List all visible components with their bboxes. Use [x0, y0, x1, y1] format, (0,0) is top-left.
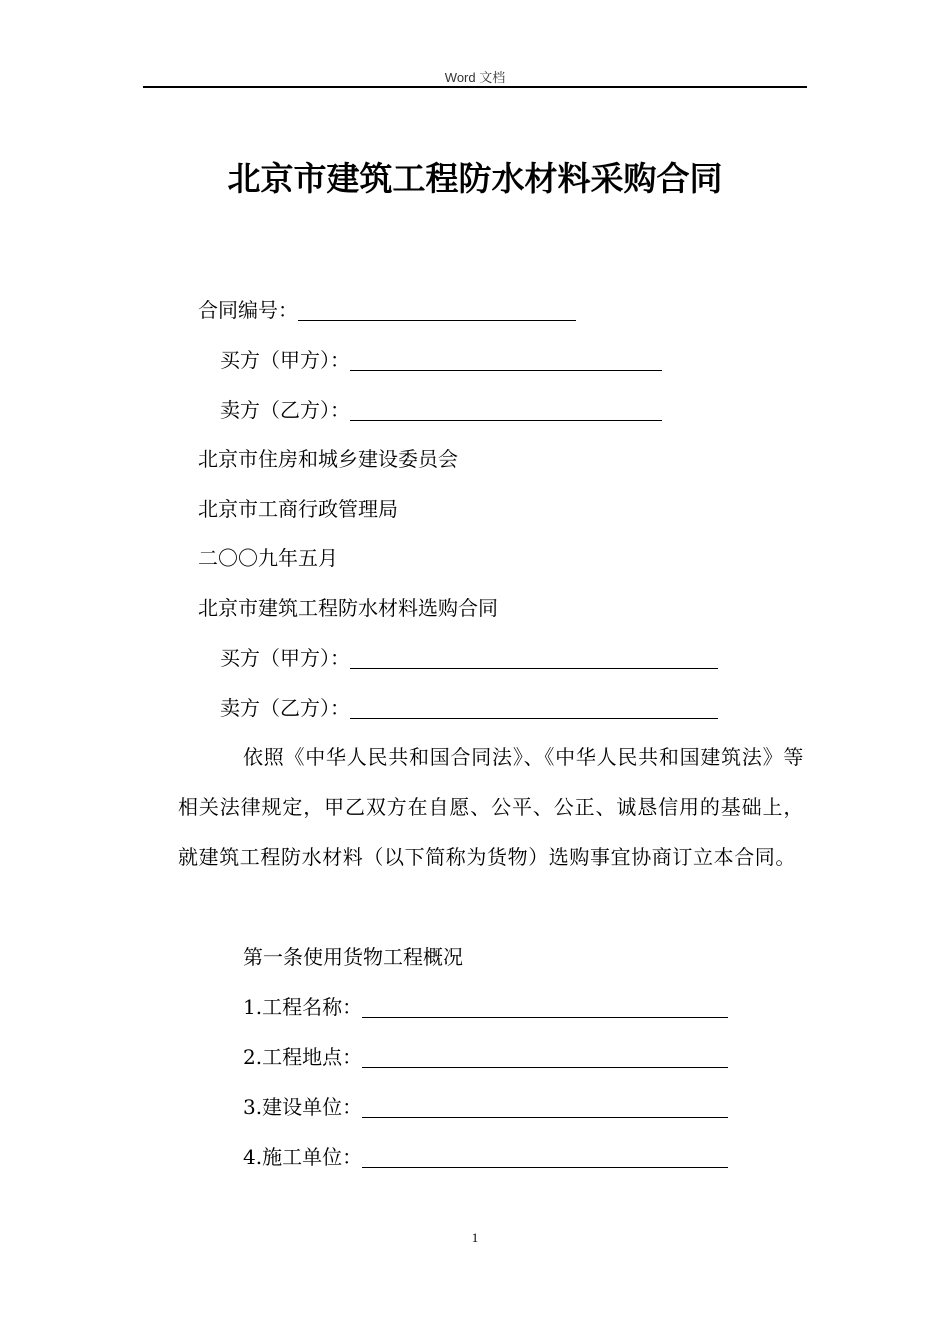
intro-paragraph: 依照《中华人民共和国合同法》、《中华人民共和国建筑法》等相关法律规定，甲乙双方在自愿、公平、公正、诚恳信用的基础上，就建筑工程防水材料（以下简称为货物）选购事宜协商订立本合同。 [178, 745, 804, 869]
cover-buyer-blank [350, 348, 662, 371]
contract-number-label: 合同编号： [198, 298, 298, 322]
page-header: Word 文档 [444, 70, 506, 85]
cover-seller-line [220, 395, 662, 425]
page-number: 1 [471, 1230, 479, 1245]
buyer-line [220, 643, 718, 673]
issuer-org-1: 北京市住房和城乡建设委员会 [198, 447, 458, 471]
item-blank [362, 995, 728, 1018]
seller-line [220, 693, 718, 723]
contract-subtitle: 北京市建筑工程防水材料选购合同 [198, 596, 498, 620]
seller-blank [350, 696, 718, 719]
item-construction-unit [243, 1092, 728, 1122]
item-contractor-unit [243, 1142, 728, 1172]
item-blank [362, 1095, 728, 1118]
item-label: 3.建设单位： [243, 1095, 363, 1119]
contract-number-line [198, 295, 576, 325]
buyer-label: 买方（甲方）： [220, 646, 350, 670]
header-rule [143, 86, 807, 88]
item-project-location [243, 1042, 728, 1072]
cover-buyer-label: 买方（甲方）： [220, 348, 350, 372]
cover-seller-label: 卖方（乙方）： [220, 398, 350, 422]
contract-number-blank [298, 298, 576, 321]
item-label: 2.工程地点： [243, 1045, 363, 1069]
cover-seller-blank [350, 398, 662, 421]
article-1-title: 第一条使用货物工程概况 [243, 945, 463, 969]
item-blank [362, 1145, 728, 1168]
issue-date: 二〇〇九年五月 [198, 546, 338, 570]
seller-label: 卖方（乙方）： [220, 696, 350, 720]
item-label: 1.工程名称： [243, 995, 363, 1019]
cover-buyer-line [220, 345, 662, 375]
item-label: 4.施工单位： [243, 1145, 363, 1169]
issuer-org-2: 北京市工商行政管理局 [198, 497, 398, 521]
item-project-name [243, 992, 728, 1022]
buyer-blank [350, 646, 718, 669]
document-title: 北京市建筑工程防水材料采购合同 [227, 159, 723, 198]
item-blank [362, 1045, 728, 1068]
